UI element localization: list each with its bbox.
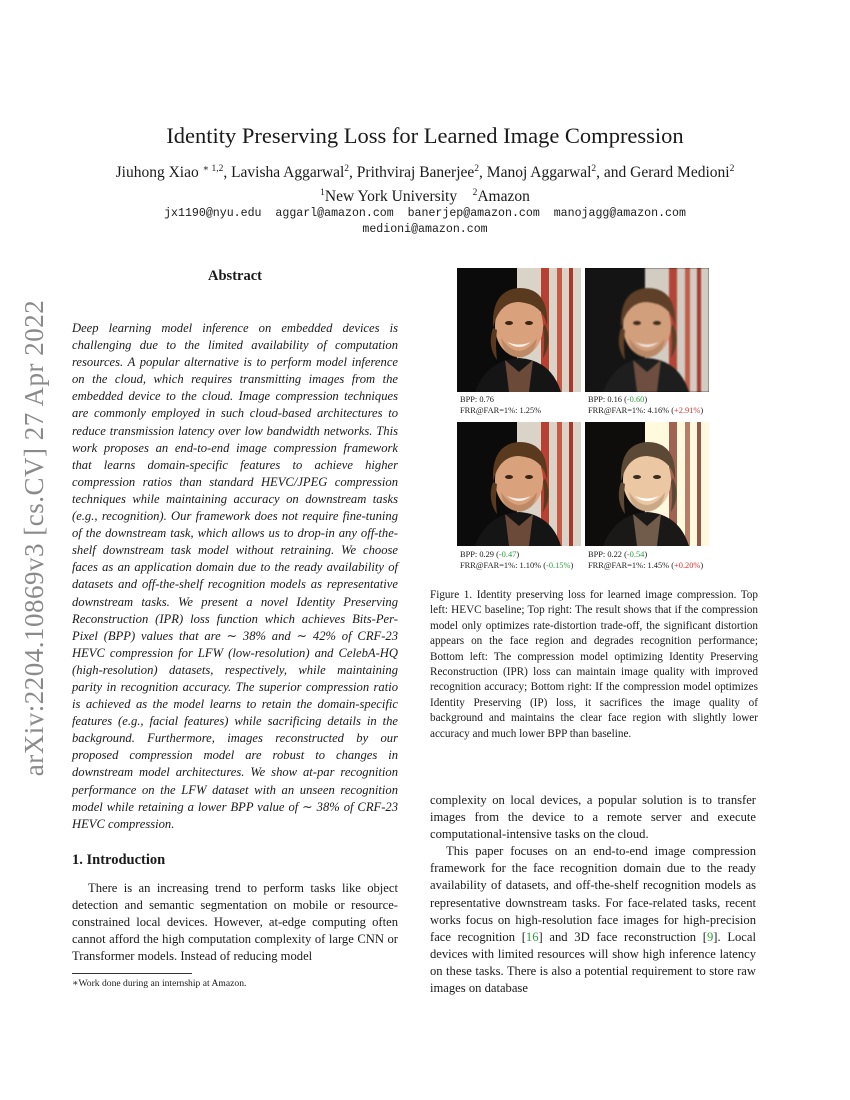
abstract-heading: Abstract [208, 268, 262, 284]
email-line: medioni@amazon.com [362, 222, 488, 236]
author-name: Lavisha Aggarwal [231, 164, 345, 181]
panel-label-bottom-left: BPP: 0.29 (-0.47) FRR@FAR=1%: 1.10% (-0.15%) [460, 550, 574, 570]
introduction-text: There is an increasing trend to perform tasks like object detection and semantic segmentation on mobile or resource-constrained local devices. However, at-edge computing often cannot afford the high computation complexity of large CNN or Transformer models. Instead of reducing model [72, 881, 398, 964]
figure-caption: Figure 1. Identity preserving loss for learned image compression. Top left: HEVC baseline; Top right: The result shows that if the compression model only optimizes rate-distortion trade-off, the significant distortion appears on the face region and degrades recognition performance; Bottom left: The compression model optimizing Identity Preserving Reconstruction (IPR) loss can maintain image quality with improved recognition accuracy; Bottom right: If the compression model optimizes Identity Preserving (IP) loss, it sacrifices the image quality of background and maintains the clear face region with slightly lower accuracy and much lower BPP than baseline. [430, 589, 758, 740]
paragraph: complexity on local devices, a popular solution is to transfer images from the device to a remote server and execute computational-intensive tasks on the cloud. [430, 793, 756, 842]
paper-title: Identity Preserving Loss for Learned Image Compression [166, 123, 684, 148]
author-affiliation-mark: 2 [591, 164, 597, 174]
bpp-value: BPP: 0.29 ( [460, 550, 499, 559]
footnote: ∗Work done during an internship at Amazon. [72, 978, 247, 989]
arxiv-identifier: arXiv:2204.10869v3 [cs.CV] 27 Apr 2022 [19, 299, 49, 777]
author-affiliation-mark: ∗ 1,2 [202, 164, 224, 174]
panel-label-top-left [460, 394, 541, 416]
panel-label-top-right: BPP: 0.16 (-0.60) FRR@FAR=1%: 4.16% (+2.91%) [588, 395, 704, 415]
abstract-text: Deep learning model inference on embedded devices is challenging due to the limited availability of computation resources. A popular alternative is to perform model inference on the cloud, which requires transmitting images from the embedded device to the cloud. Image compression techniques are commonly employed in such cloud-based architectures to reduce transmission latency over low bandwidth networks. This work proposes an end-to-end image compression framework that learns domain-specific features to achieve higher compression ratios than standard HEVC/JPEG compression techniques while maintaining accuracy on downstream tasks (e.g., recognition). Our framework does not require fine-tuning of the downstream task, which allows us to drop-in any off-the-shelf downstream task model without retraining. We choose faces as an application domain due to the ready availability of datasets and off-the-shelf recognition models as representative downstream tasks. We present a novel Identity Preserving Reconstruction (IPR) loss function which achieves Bits-Per-Pixel (BPP) values that are ∼ 38% and ∼ 42% of CRF-23 HEVC compression for LFW (low-resolution) and CelebA-HQ (high-resolution) datasets, respectively, while maintaining parity in recognition accuracy. The superior compression ratio is achieved as the model learns to retain the domain-specific features (e.g., facial features) while sacrificing details in the background. Furthermore, images reconstructed by our proposed compression model are robust to changes in downstream model architectures. We show at-par recognition performance on the LFW dataset with an unseen recognition model while retaining a lower BPP value of ∼ 38% of CRF-23 HEVC compression. [72, 321, 398, 831]
figure-panel-ipr-loss [457, 422, 581, 546]
bpp-delta: -0.60 [626, 395, 645, 404]
paragraph [430, 843, 756, 997]
figure-panel-rate-distortion [585, 268, 709, 392]
author-affiliation-mark: 2 [344, 164, 350, 174]
frr-value: FRR@FAR=1%: 1.45% ( [588, 561, 675, 570]
introduction-heading: 1. Introduction [72, 852, 166, 868]
bpp-delta: -0.54 [626, 550, 645, 559]
figure-panel-hevc-baseline [457, 268, 581, 392]
face-photo [457, 268, 581, 392]
right-column-text [430, 792, 756, 997]
citation-link[interactable]: 16 [525, 929, 539, 944]
panel-label-bottom-right: BPP: 0.22 (-0.54) FRR@FAR=1%: 1.45% (+0.20%) [588, 550, 704, 570]
face-photo [457, 422, 581, 546]
affiliation-mark: 1 [320, 188, 325, 198]
frr-value: FRR@FAR=1%: 1.10% ( [460, 561, 547, 570]
author-emails [80, 206, 770, 237]
text-run: ]. Local devices with limited resources will show high inference latency on these tasks. There is also a potential requirement to store raw images on database [430, 929, 756, 996]
face-photo [585, 422, 709, 546]
face-photo [585, 268, 709, 392]
bpp-delta: -0.47 [498, 550, 517, 559]
affiliation-name: Amazon [477, 188, 530, 205]
bpp-value: BPP: 0.76 [460, 395, 494, 404]
frr-value: FRR@FAR=1%: 4.16% ( [588, 406, 675, 415]
email-line: jx1190@nyu.edu aggarl@amazon.com banerjep@amazon.com manojagg@amazon.com [164, 207, 686, 220]
footnote-divider [72, 973, 192, 974]
frr-delta: +2.91% [674, 406, 701, 415]
author-affiliation-mark: 2 [729, 164, 735, 174]
frr-delta: +0.20% [674, 561, 701, 570]
author-name: Manoj Aggarwal [486, 164, 592, 181]
frr-value: FRR@FAR=1%: 1.25% [460, 406, 542, 415]
text-run: This paper focuses on an end-to-end image compression framework for the face recognition domain due to the ready availability of datasets, and off-the-shelf recognition models as representative downstream tasks. For face-related tasks, recent works focus on high-resolution face images for high-precision face recognition [ [430, 844, 756, 944]
affiliation-name: New York University [324, 188, 458, 205]
citation-link[interactable]: 9 [706, 929, 714, 944]
author-name: Jiuhong Xiao [115, 164, 199, 181]
author-name: Prithviraj Banerjee [356, 164, 475, 181]
affiliation-mark: 2 [472, 188, 478, 198]
bpp-value: BPP: 0.16 ( [588, 395, 627, 404]
frr-delta: -0.15% [546, 561, 571, 570]
bpp-value: BPP: 0.22 ( [588, 550, 627, 559]
author-list: Jiuhong Xiao $^{∗ 1,2}$, Lavisha Aggarwal$^2$, Prithviraj Banerjee$^2$, Manoj Aggarwal$^2$, and Gerard Medioni$^2$ [115, 164, 735, 181]
affiliations [0, 188, 850, 206]
author-affiliation-mark: 2 [474, 164, 480, 174]
author-name: Gerard Medioni [630, 164, 730, 181]
figure-panel-ip-loss [585, 422, 709, 546]
text-run: ] and 3D face reconstruction [ [538, 929, 707, 944]
